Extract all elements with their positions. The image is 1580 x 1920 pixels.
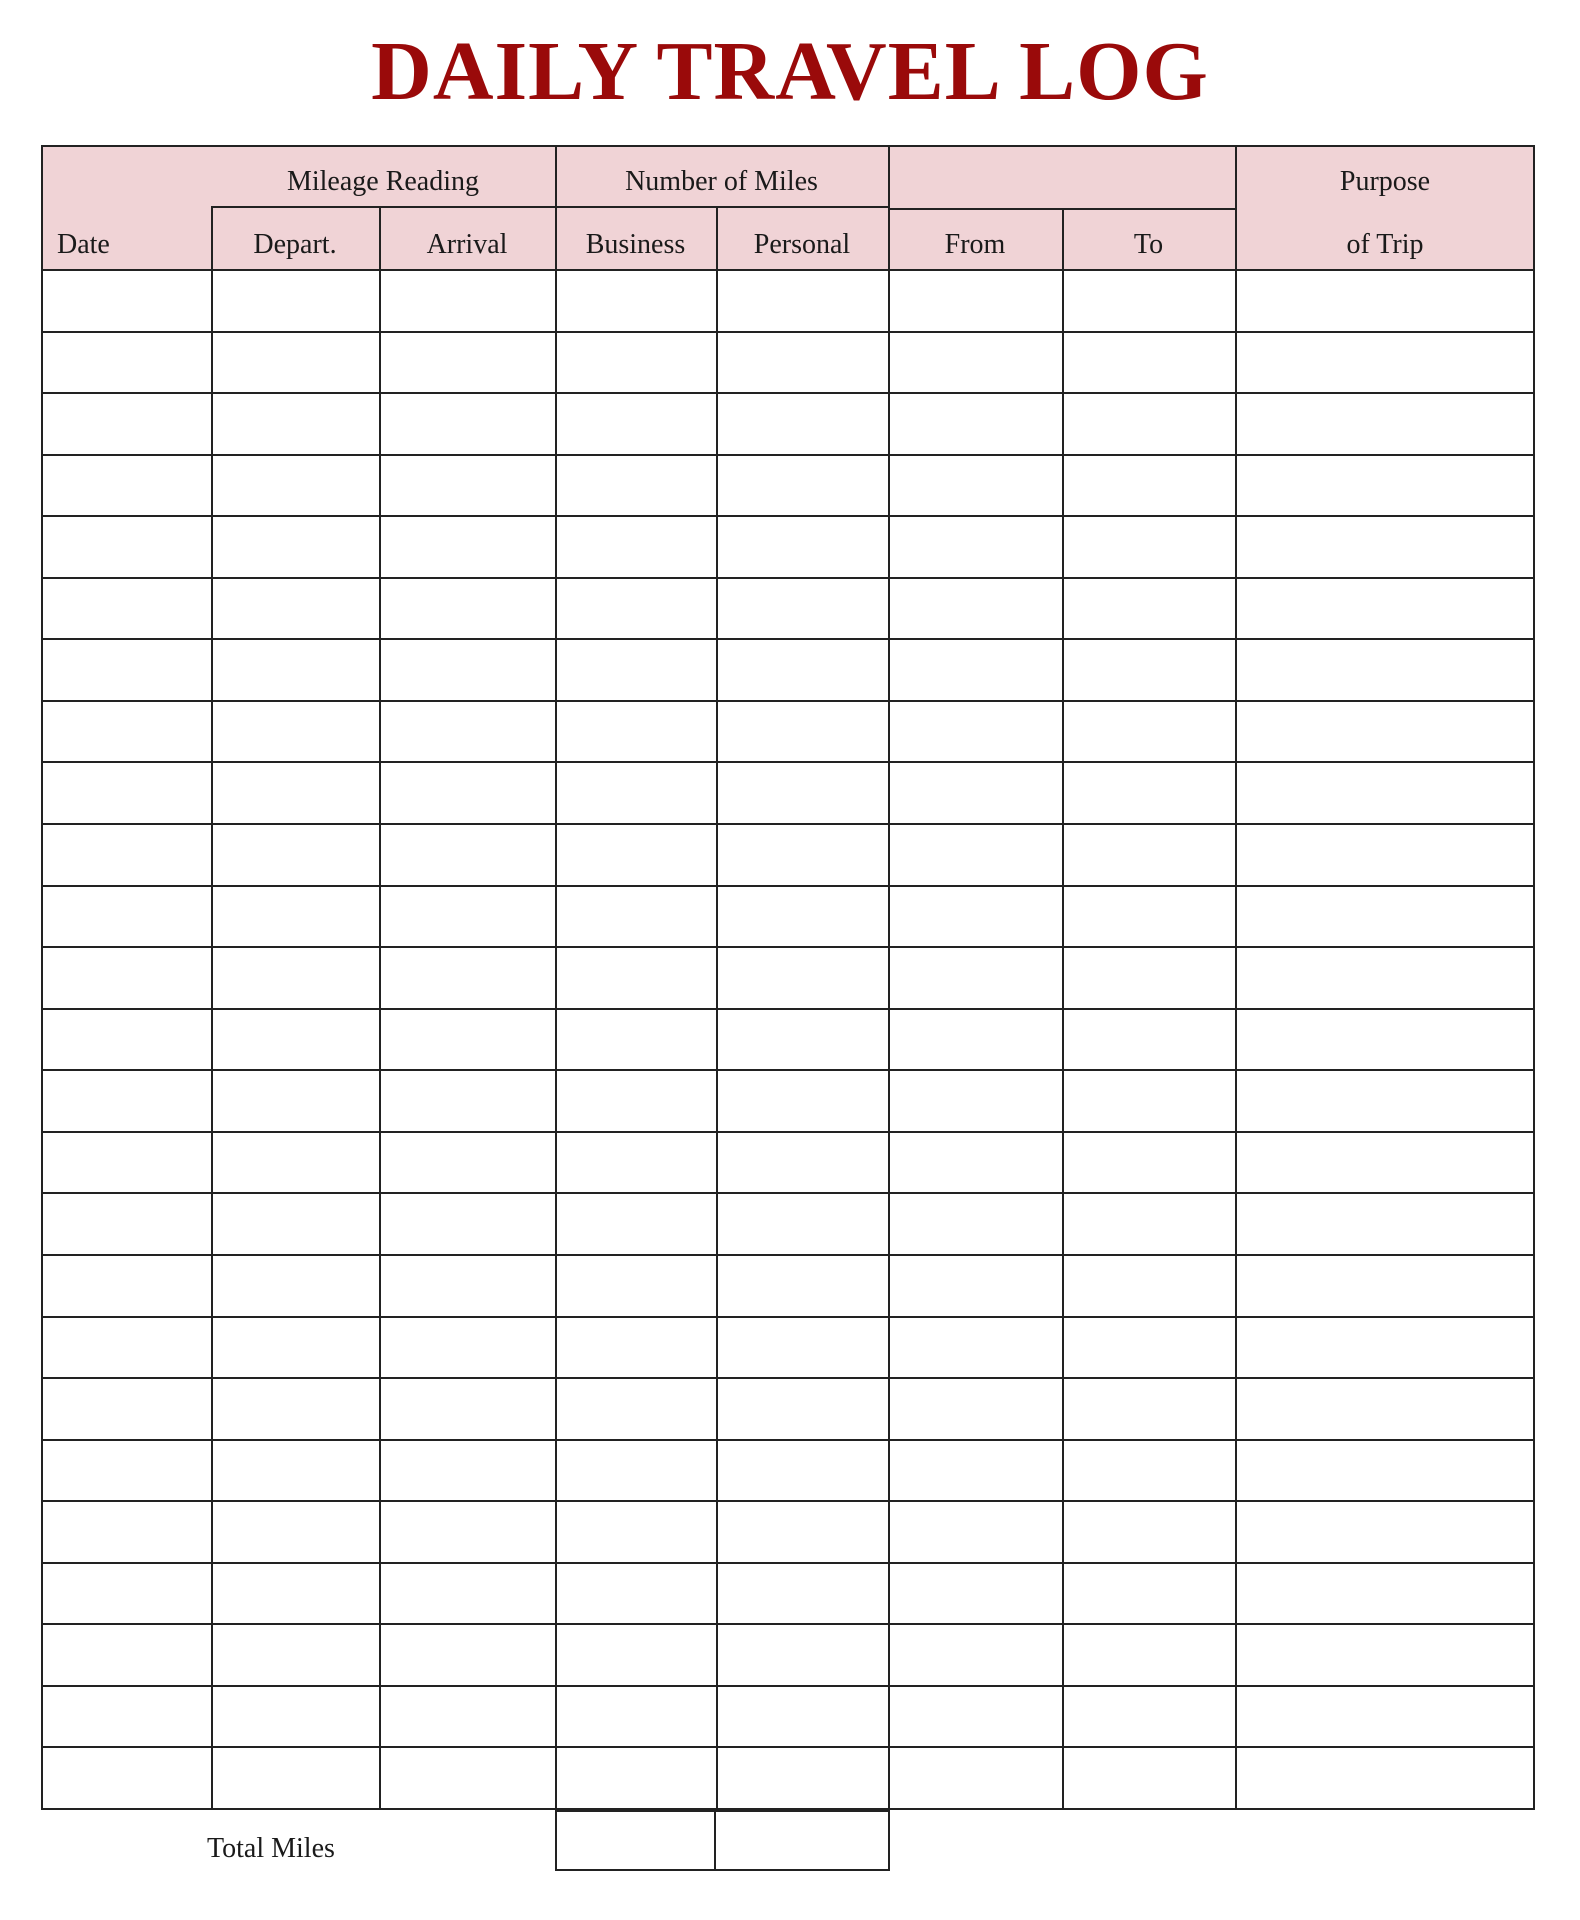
cell-to[interactable] <box>1064 887 1235 947</box>
cell-from[interactable] <box>890 1379 1062 1439</box>
cell-depart[interactable] <box>213 1564 379 1624</box>
cell-to[interactable] <box>1064 1071 1235 1131</box>
cell-from[interactable] <box>890 640 1062 700</box>
cell-date[interactable] <box>43 1625 211 1685</box>
cell-depart[interactable] <box>213 517 379 577</box>
cell-to[interactable] <box>1064 579 1235 639</box>
cell-business[interactable] <box>557 887 716 947</box>
cell-depart[interactable] <box>213 640 379 700</box>
cell-arrival[interactable] <box>381 887 555 947</box>
page-title: DAILY TRAVEL LOG <box>371 25 1209 118</box>
cell-purpose[interactable] <box>1237 333 1533 393</box>
cell-personal[interactable] <box>718 1318 888 1378</box>
cell-date[interactable] <box>43 702 211 762</box>
cell-purpose[interactable] <box>1237 1010 1533 1070</box>
cell-purpose[interactable] <box>1237 1133 1533 1193</box>
header-vline <box>1062 208 1064 270</box>
cell-purpose[interactable] <box>1237 1441 1533 1501</box>
cell-personal[interactable] <box>718 579 888 639</box>
cell-personal[interactable] <box>718 333 888 393</box>
cell-depart[interactable] <box>213 579 379 639</box>
cell-depart[interactable] <box>213 1379 379 1439</box>
cell-business[interactable] <box>557 1441 716 1501</box>
cell-date[interactable] <box>43 1748 211 1808</box>
cell-purpose[interactable] <box>1237 271 1533 331</box>
cell-to[interactable] <box>1064 1194 1235 1254</box>
cell-depart[interactable] <box>213 1010 379 1070</box>
cell-to[interactable] <box>1064 825 1235 885</box>
cell-date[interactable] <box>43 887 211 947</box>
table-top-rule <box>41 145 1535 147</box>
cell-personal[interactable] <box>718 1687 888 1747</box>
cell-arrival[interactable] <box>381 333 555 393</box>
header-depart: Depart. <box>253 229 337 260</box>
cell-business[interactable] <box>557 702 716 762</box>
cell-personal[interactable] <box>718 1133 888 1193</box>
cell-to[interactable] <box>1064 1625 1235 1685</box>
cell-arrival[interactable] <box>381 1441 555 1501</box>
cell-from[interactable] <box>890 1687 1062 1747</box>
cell-business[interactable] <box>557 1379 716 1439</box>
cell-purpose[interactable] <box>1237 456 1533 516</box>
cell-to[interactable] <box>1064 333 1235 393</box>
header-personal: Personal <box>753 229 851 260</box>
header-number-of-miles: Number of Miles <box>625 166 818 197</box>
cell-purpose[interactable] <box>1237 1379 1533 1439</box>
cell-depart[interactable] <box>213 1071 379 1131</box>
cell-date[interactable] <box>43 1133 211 1193</box>
cell-arrival[interactable] <box>381 1318 555 1378</box>
cell-from[interactable] <box>890 1256 1062 1316</box>
cell-from[interactable] <box>890 333 1062 393</box>
cell-to[interactable] <box>1064 948 1235 1008</box>
cell-business[interactable] <box>557 517 716 577</box>
cell-from[interactable] <box>890 1564 1062 1624</box>
cell-from[interactable] <box>890 825 1062 885</box>
cell-from[interactable] <box>890 1502 1062 1562</box>
cell-to[interactable] <box>1064 1687 1235 1747</box>
cell-personal[interactable] <box>718 456 888 516</box>
cell-purpose[interactable] <box>1237 1318 1533 1378</box>
cell-personal[interactable] <box>718 1379 888 1439</box>
cell-date[interactable] <box>43 394 211 454</box>
cell-personal[interactable] <box>718 1502 888 1562</box>
cell-from[interactable] <box>890 579 1062 639</box>
cell-depart[interactable] <box>213 763 379 823</box>
cell-personal[interactable] <box>718 1441 888 1501</box>
cell-purpose[interactable] <box>1237 640 1533 700</box>
cell-to[interactable] <box>1064 456 1235 516</box>
header-mileage-reading: Mileage Reading <box>286 166 480 197</box>
header-vline <box>379 206 381 270</box>
cell-to[interactable] <box>1064 1564 1235 1624</box>
cell-to[interactable] <box>1064 1010 1235 1070</box>
cell-to[interactable] <box>1064 1441 1235 1501</box>
header-vline <box>555 145 557 269</box>
cell-personal[interactable] <box>718 887 888 947</box>
cell-business[interactable] <box>557 1748 716 1808</box>
cell-date[interactable] <box>43 948 211 1008</box>
cell-depart[interactable] <box>213 948 379 1008</box>
cell-from[interactable] <box>890 1010 1062 1070</box>
cell-depart[interactable] <box>213 1133 379 1193</box>
cell-date[interactable] <box>43 825 211 885</box>
cell-purpose[interactable] <box>1237 1502 1533 1562</box>
cell-business[interactable] <box>557 1256 716 1316</box>
cell-date[interactable] <box>43 579 211 639</box>
cell-arrival[interactable] <box>381 702 555 762</box>
cell-purpose[interactable] <box>1237 948 1533 1008</box>
cell-business[interactable] <box>557 271 716 331</box>
cell-depart[interactable] <box>213 702 379 762</box>
cell-to[interactable] <box>1064 1256 1235 1316</box>
cell-arrival[interactable] <box>381 1379 555 1439</box>
cell-personal[interactable] <box>718 640 888 700</box>
cell-arrival[interactable] <box>381 1502 555 1562</box>
cell-from[interactable] <box>890 1625 1062 1685</box>
header-arrival: Arrival <box>426 229 508 260</box>
cell-date[interactable] <box>43 1071 211 1131</box>
cell-business[interactable] <box>557 579 716 639</box>
cell-purpose[interactable] <box>1237 394 1533 454</box>
cell-depart[interactable] <box>213 1441 379 1501</box>
cell-from[interactable] <box>890 1748 1062 1808</box>
cell-personal[interactable] <box>718 394 888 454</box>
cell-business[interactable] <box>557 333 716 393</box>
column-rule <box>1533 269 1535 1810</box>
cell-from[interactable] <box>890 1441 1062 1501</box>
cell-to[interactable] <box>1064 394 1235 454</box>
total-personal-cell[interactable] <box>714 1810 890 1871</box>
mileage-subheader-rule <box>211 206 557 208</box>
cell-business[interactable] <box>557 640 716 700</box>
cell-personal[interactable] <box>718 1256 888 1316</box>
cell-depart[interactable] <box>213 1748 379 1808</box>
cell-business[interactable] <box>557 1687 716 1747</box>
cell-date[interactable] <box>43 1256 211 1316</box>
cell-date[interactable] <box>43 517 211 577</box>
cell-date[interactable] <box>43 1441 211 1501</box>
cell-purpose[interactable] <box>1237 763 1533 823</box>
cell-date[interactable] <box>43 1379 211 1439</box>
header-purpose-line2: of Trip <box>1346 229 1424 260</box>
cell-from[interactable] <box>890 1133 1062 1193</box>
cell-date[interactable] <box>43 333 211 393</box>
cell-to[interactable] <box>1064 1133 1235 1193</box>
cell-date[interactable] <box>43 1502 211 1562</box>
cell-to[interactable] <box>1064 640 1235 700</box>
cell-from[interactable] <box>890 1194 1062 1254</box>
cell-purpose[interactable] <box>1237 1194 1533 1254</box>
cell-personal[interactable] <box>718 1194 888 1254</box>
cell-date[interactable] <box>43 1687 211 1747</box>
cell-personal[interactable] <box>718 1625 888 1685</box>
header-business: Business <box>585 229 686 260</box>
cell-date[interactable] <box>43 456 211 516</box>
cell-depart[interactable] <box>213 1502 379 1562</box>
cell-business[interactable] <box>557 763 716 823</box>
cell-arrival[interactable] <box>381 517 555 577</box>
header-vline <box>1533 145 1535 269</box>
cell-personal[interactable] <box>718 1010 888 1070</box>
header-vline <box>888 145 890 269</box>
cell-depart[interactable] <box>213 1256 379 1316</box>
cell-depart[interactable] <box>213 271 379 331</box>
cell-depart[interactable] <box>213 1194 379 1254</box>
total-business-cell[interactable] <box>555 1810 716 1871</box>
cell-personal[interactable] <box>718 825 888 885</box>
header-purpose-line1: Purpose <box>1339 166 1431 197</box>
header-from: From <box>944 229 1006 260</box>
cell-purpose[interactable] <box>1237 825 1533 885</box>
cell-business[interactable] <box>557 948 716 1008</box>
cell-business[interactable] <box>557 1502 716 1562</box>
cell-purpose[interactable] <box>1237 1564 1533 1624</box>
cell-business[interactable] <box>557 1010 716 1070</box>
cell-purpose[interactable] <box>1237 1256 1533 1316</box>
cell-business[interactable] <box>557 825 716 885</box>
cell-purpose[interactable] <box>1237 1687 1533 1747</box>
cell-purpose[interactable] <box>1237 702 1533 762</box>
cell-arrival[interactable] <box>381 1564 555 1624</box>
cell-depart[interactable] <box>213 394 379 454</box>
cell-purpose[interactable] <box>1237 1748 1533 1808</box>
cell-to[interactable] <box>1064 1748 1235 1808</box>
cell-purpose[interactable] <box>1237 517 1533 577</box>
header-vline <box>1235 145 1237 269</box>
cell-depart[interactable] <box>213 887 379 947</box>
cell-personal[interactable] <box>718 1071 888 1131</box>
cell-personal[interactable] <box>718 763 888 823</box>
cell-from[interactable] <box>890 394 1062 454</box>
cell-to[interactable] <box>1064 763 1235 823</box>
cell-depart[interactable] <box>213 456 379 516</box>
cell-date[interactable] <box>43 640 211 700</box>
cell-from[interactable] <box>890 948 1062 1008</box>
cell-depart[interactable] <box>213 333 379 393</box>
cell-purpose[interactable] <box>1237 1625 1533 1685</box>
cell-business[interactable] <box>557 1625 716 1685</box>
cell-purpose[interactable] <box>1237 1071 1533 1131</box>
cell-from[interactable] <box>890 517 1062 577</box>
cell-date[interactable] <box>43 1194 211 1254</box>
cell-business[interactable] <box>557 1318 716 1378</box>
cell-business[interactable] <box>557 456 716 516</box>
cell-to[interactable] <box>1064 1502 1235 1562</box>
miles-subheader-rule <box>555 206 890 208</box>
cell-business[interactable] <box>557 1564 716 1624</box>
header-vline <box>41 145 43 269</box>
header-vline <box>211 206 213 270</box>
cell-arrival[interactable] <box>381 1194 555 1254</box>
cell-arrival[interactable] <box>381 394 555 454</box>
cell-arrival[interactable] <box>381 1256 555 1316</box>
cell-arrival[interactable] <box>381 271 555 331</box>
cell-depart[interactable] <box>213 825 379 885</box>
cell-depart[interactable] <box>213 1687 379 1747</box>
cell-purpose[interactable] <box>1237 579 1533 639</box>
cell-business[interactable] <box>557 1071 716 1131</box>
cell-arrival[interactable] <box>381 1133 555 1193</box>
cell-business[interactable] <box>557 394 716 454</box>
cell-date[interactable] <box>43 1318 211 1378</box>
cell-arrival[interactable] <box>381 456 555 516</box>
cell-depart[interactable] <box>213 1625 379 1685</box>
cell-personal[interactable] <box>718 271 888 331</box>
cell-arrival[interactable] <box>381 825 555 885</box>
cell-to[interactable] <box>1064 517 1235 577</box>
header-to: To <box>1133 229 1164 260</box>
cell-arrival[interactable] <box>381 1625 555 1685</box>
cell-depart[interactable] <box>213 1318 379 1378</box>
cell-business[interactable] <box>557 1133 716 1193</box>
cell-from[interactable] <box>890 456 1062 516</box>
cell-personal[interactable] <box>718 517 888 577</box>
cell-arrival[interactable] <box>381 1748 555 1808</box>
cell-date[interactable] <box>43 271 211 331</box>
header-date: Date <box>57 229 110 260</box>
cell-business[interactable] <box>557 1194 716 1254</box>
cell-date[interactable] <box>43 1010 211 1070</box>
cell-arrival[interactable] <box>381 1071 555 1131</box>
cell-from[interactable] <box>890 271 1062 331</box>
cell-arrival[interactable] <box>381 579 555 639</box>
header-vline <box>716 206 718 270</box>
cell-from[interactable] <box>890 1318 1062 1378</box>
cell-personal[interactable] <box>718 1564 888 1624</box>
cell-date[interactable] <box>43 1564 211 1624</box>
cell-from[interactable] <box>890 1071 1062 1131</box>
cell-from[interactable] <box>890 887 1062 947</box>
cell-from[interactable] <box>890 702 1062 762</box>
cell-arrival[interactable] <box>381 1010 555 1070</box>
cell-from[interactable] <box>890 763 1062 823</box>
cell-to[interactable] <box>1064 1379 1235 1439</box>
cell-arrival[interactable] <box>381 763 555 823</box>
cell-purpose[interactable] <box>1237 887 1533 947</box>
cell-arrival[interactable] <box>381 1687 555 1747</box>
cell-to[interactable] <box>1064 271 1235 331</box>
cell-arrival[interactable] <box>381 948 555 1008</box>
cell-personal[interactable] <box>718 1748 888 1808</box>
cell-date[interactable] <box>43 763 211 823</box>
cell-to[interactable] <box>1064 702 1235 762</box>
cell-to[interactable] <box>1064 1318 1235 1378</box>
total-miles-label: Total Miles <box>207 1833 335 1864</box>
cell-personal[interactable] <box>718 948 888 1008</box>
cell-arrival[interactable] <box>381 640 555 700</box>
cell-personal[interactable] <box>718 702 888 762</box>
